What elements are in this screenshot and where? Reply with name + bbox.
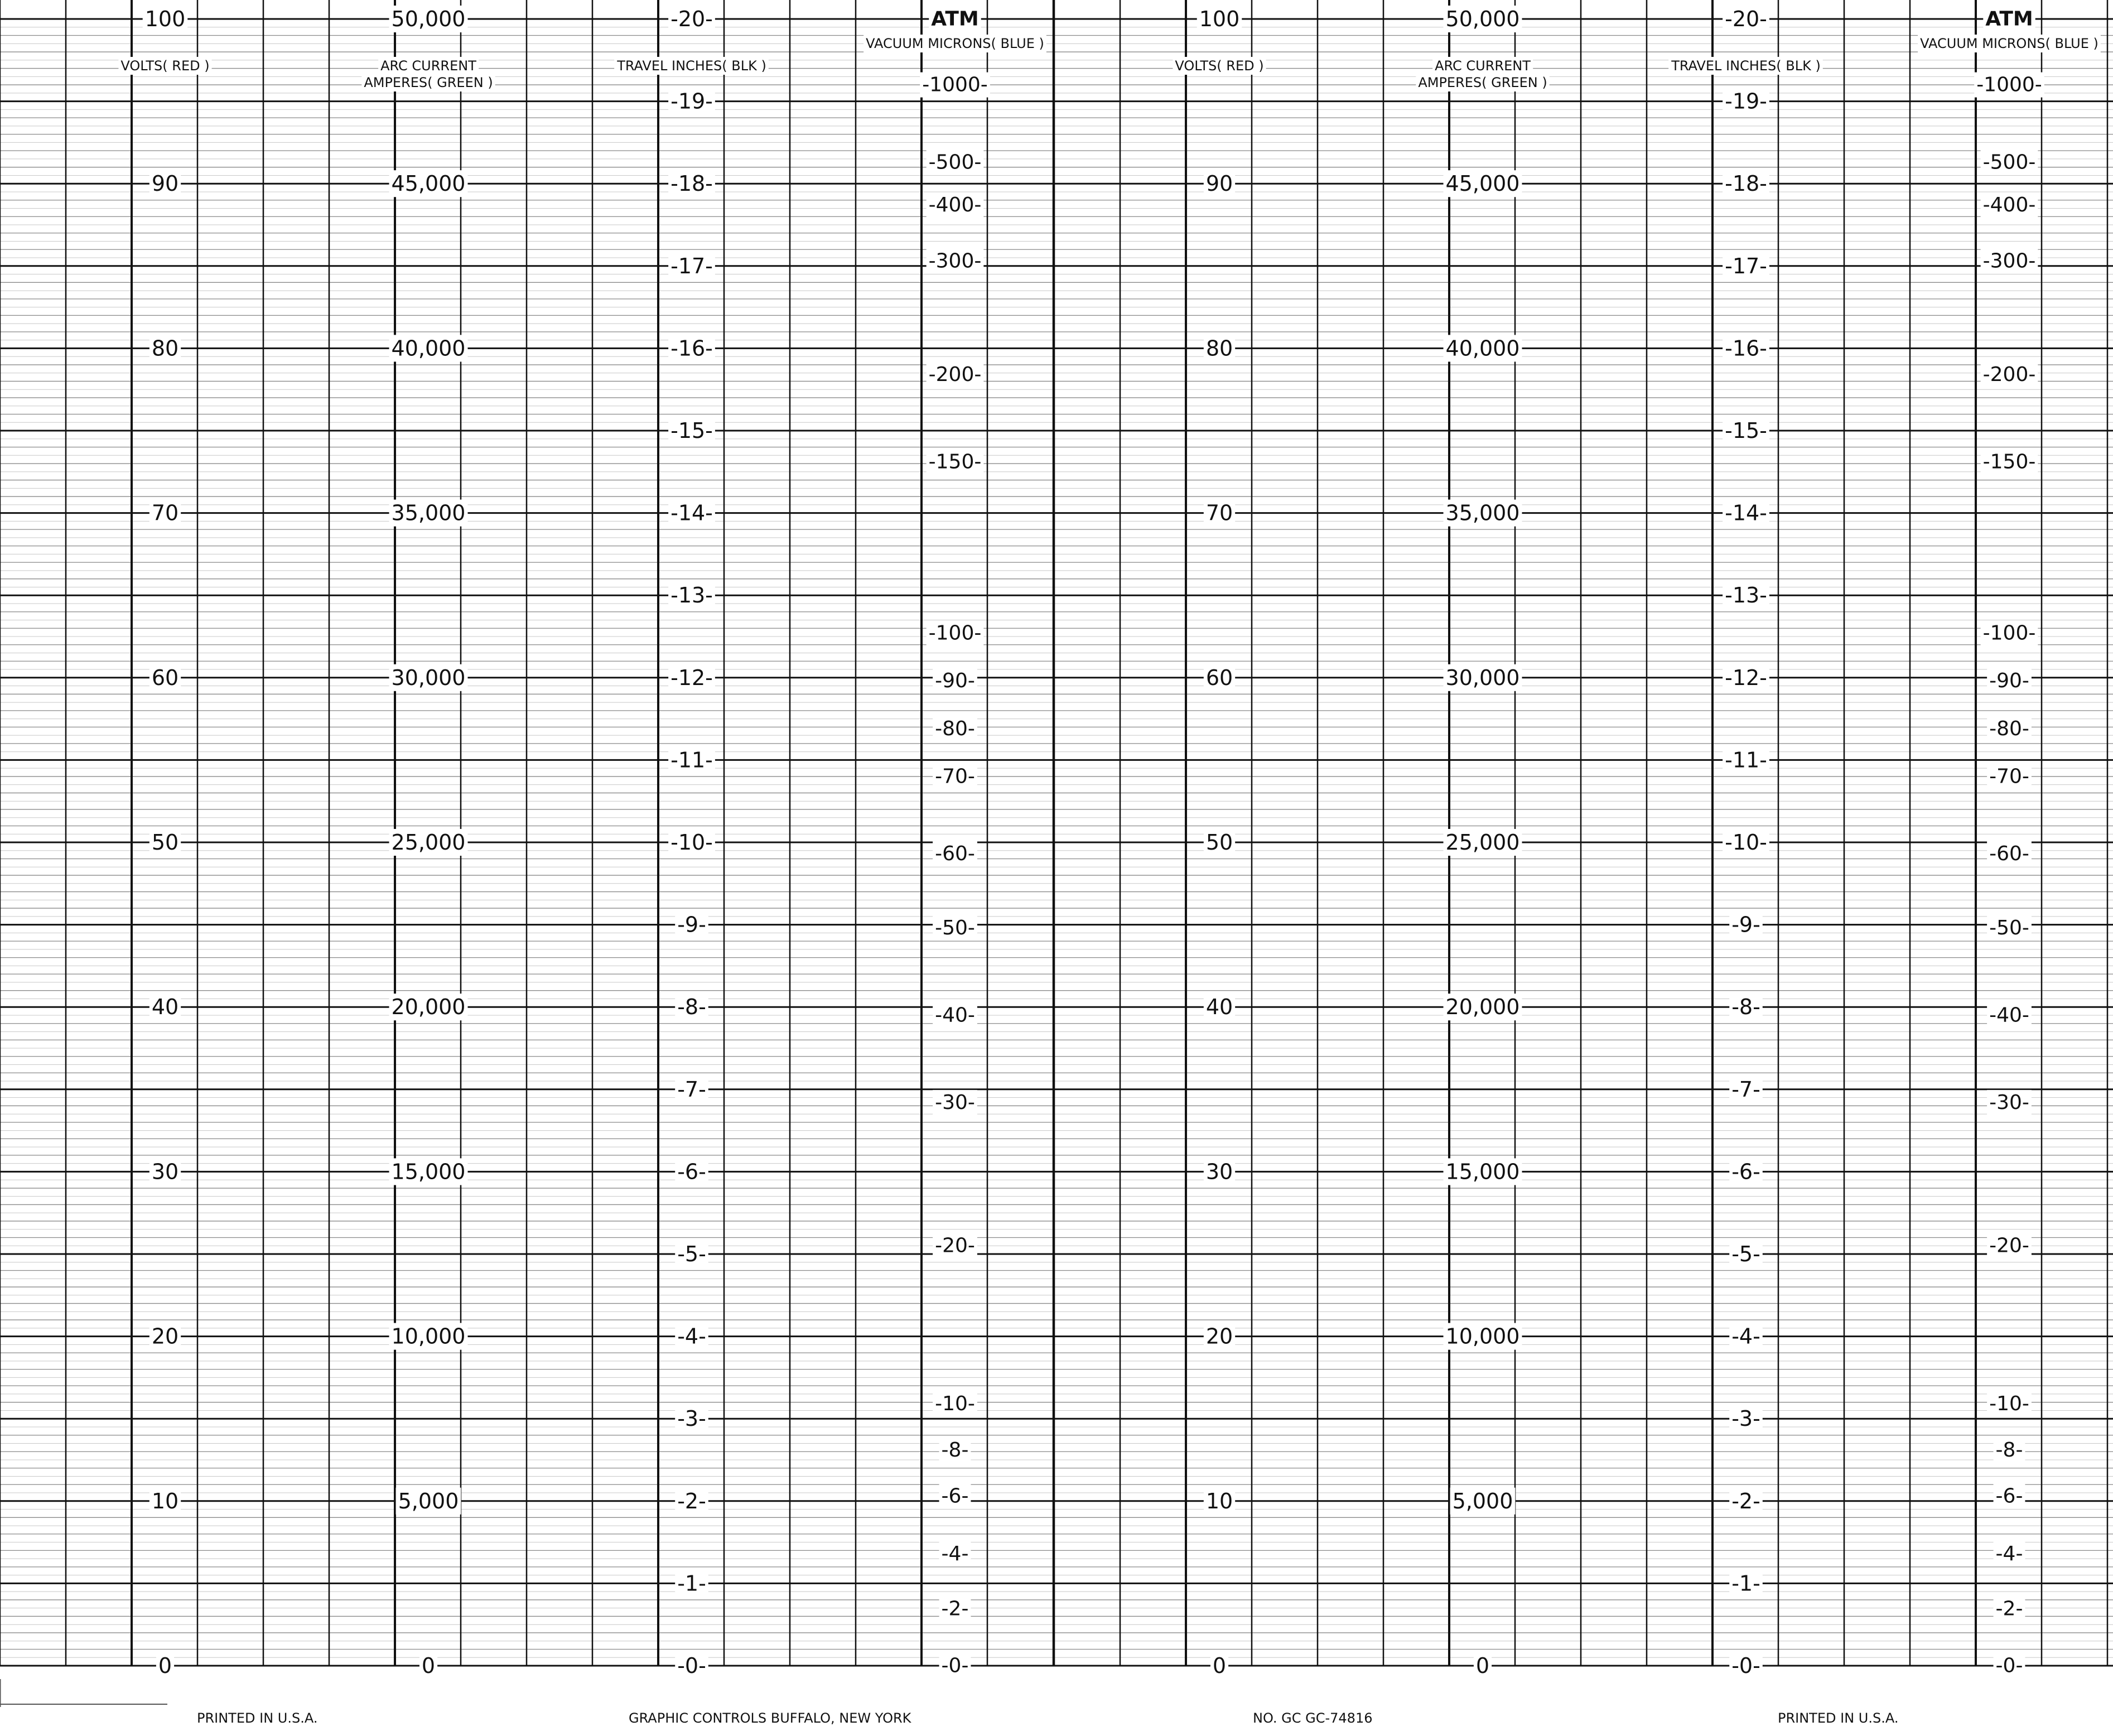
volts-tick-label: 70 (151, 500, 179, 525)
vacuum-tick-label: -100- (1982, 621, 2036, 645)
volts-tick-label: 20 (1205, 1324, 1233, 1349)
vacuum-tick-label: -150- (1982, 450, 2036, 474)
travel-tick-label: -12- (1725, 665, 1767, 690)
volts-scale-header: VOLTS( RED ) (1175, 58, 1264, 74)
footer-printed-left: PRINTED IN U.S.A. (197, 1710, 318, 1726)
vacuum-tick-label: -4- (1995, 1542, 2023, 1565)
amperes-tick-label: 45,000 (1445, 171, 1520, 196)
travel-tick-label: -20- (670, 7, 713, 31)
travel-tick-label: -5- (1731, 1242, 1760, 1266)
travel-tick-label: -1- (1731, 1571, 1760, 1596)
amperes-tick-label: 50,000 (391, 7, 466, 31)
vacuum-tick-label: -30- (1989, 1091, 2029, 1114)
vacuum-tick-label: -100- (928, 621, 982, 645)
amperes-scale-header: ARC CURRENT (380, 58, 476, 74)
travel-scale-header: TRAVEL INCHES( BLK ) (1671, 58, 1821, 74)
travel-tick-label: -5- (677, 1242, 706, 1266)
travel-tick-label: -19- (1725, 89, 1767, 114)
vacuum-tick-label: -6- (1995, 1484, 2023, 1508)
volts-tick-label: 10 (151, 1488, 179, 1513)
amperes-scale-header: AMPERES( GREEN ) (1418, 75, 1547, 90)
travel-tick-label: -3- (1731, 1406, 1760, 1431)
footer-chart-number: NO. GC GC-74816 (1253, 1710, 1373, 1726)
volts-tick-label: 50 (151, 830, 179, 855)
travel-tick-label: -10- (670, 830, 713, 855)
travel-tick-label: -16- (1725, 336, 1767, 361)
vacuum-tick-label: -70- (935, 765, 975, 788)
travel-tick-label: -7- (1731, 1077, 1760, 1102)
volts-tick-label: 80 (151, 336, 179, 361)
volts-tick-label: 50 (1205, 830, 1233, 855)
vacuum-tick-label: -70- (1989, 765, 2029, 788)
amperes-tick-label: 25,000 (391, 830, 466, 855)
travel-tick-label: -0- (1731, 1653, 1760, 1678)
travel-tick-label: -2- (677, 1488, 706, 1513)
vacuum-tick-label: -50- (1989, 917, 2029, 940)
volts-tick-label: 0 (158, 1653, 172, 1678)
travel-tick-label: -18- (670, 171, 713, 196)
travel-tick-label: -11- (1725, 748, 1767, 773)
travel-tick-label: -13- (670, 583, 713, 608)
amperes-tick-label: 40,000 (391, 336, 466, 361)
vacuum-tick-label: -300- (928, 249, 982, 273)
travel-tick-label: -11- (670, 748, 713, 773)
vacuum-tick-label: -60- (935, 842, 975, 866)
volts-tick-label: 40 (1205, 995, 1233, 1020)
amperes-tick-label: 25,000 (1445, 830, 1520, 855)
travel-scale-header: TRAVEL INCHES( BLK ) (617, 58, 766, 74)
amperes-scale-header: ARC CURRENT (1435, 58, 1531, 74)
vacuum-tick-label: -500- (1982, 151, 2036, 174)
volts-tick-label: 30 (151, 1159, 179, 1184)
vacuum-tick-label: -40- (1989, 1004, 2029, 1027)
travel-tick-label: -15- (670, 418, 713, 443)
travel-tick-label: -19- (670, 89, 713, 114)
amperes-tick-label: 10,000 (1445, 1324, 1520, 1349)
vacuum-tick-label: -40- (935, 1004, 975, 1027)
vacuum-tick-label: -10- (1989, 1392, 2029, 1416)
travel-tick-label: -12- (670, 665, 713, 690)
amperes-tick-label: 45,000 (391, 171, 466, 196)
travel-tick-label: -17- (1725, 253, 1767, 278)
vacuum-tick-label: -2- (941, 1597, 969, 1621)
travel-tick-label: -14- (1725, 500, 1767, 525)
amperes-scale-header: AMPERES( GREEN ) (364, 75, 493, 90)
vacuum-tick-label: -30- (935, 1091, 975, 1114)
amperes-tick-label: 15,000 (391, 1159, 466, 1184)
vacuum-tick-label: -60- (1989, 842, 2029, 866)
vacuum-scale-header: VACUUM MICRONS( BLUE ) (1920, 36, 2098, 51)
amperes-tick-label: 0 (1475, 1653, 1490, 1678)
vacuum-tick-label: -0- (1995, 1654, 2023, 1677)
vacuum-tick-label: -2- (1995, 1597, 2023, 1621)
amperes-tick-label: 35,000 (1445, 500, 1520, 525)
vacuum-atm-label: ATM (1985, 7, 2033, 31)
vacuum-tick-label: -20- (935, 1234, 975, 1257)
travel-tick-label: -4- (677, 1324, 706, 1349)
volts-tick-label: 70 (1205, 500, 1233, 525)
amperes-tick-label: 0 (421, 1653, 436, 1678)
volts-tick-label: 20 (151, 1324, 179, 1349)
vacuum-tick-label: -0- (941, 1654, 969, 1677)
vacuum-tick-label: -150- (928, 450, 982, 474)
vacuum-tick-label: -50- (935, 917, 975, 940)
travel-tick-label: -7- (677, 1077, 706, 1102)
vacuum-tick-label: -1000- (922, 73, 988, 97)
vacuum-tick-label: -400- (1982, 194, 2036, 217)
travel-tick-label: -13- (1725, 583, 1767, 608)
amperes-tick-label: 30,000 (1445, 665, 1520, 690)
volts-tick-label: 0 (1212, 1653, 1227, 1678)
travel-tick-label: -20- (1725, 7, 1767, 31)
amperes-tick-label: 40,000 (1445, 336, 1520, 361)
volts-tick-label: 80 (1205, 336, 1233, 361)
travel-tick-label: -0- (677, 1653, 706, 1678)
vacuum-tick-label: -8- (941, 1438, 969, 1462)
footer-maker: GRAPHIC CONTROLS BUFFALO, NEW YORK (629, 1710, 911, 1726)
amperes-tick-label: 5,000 (1452, 1488, 1513, 1513)
volts-tick-label: 10 (1205, 1488, 1233, 1513)
amperes-tick-label: 35,000 (391, 500, 466, 525)
travel-tick-label: -15- (1725, 418, 1767, 443)
vacuum-tick-label: -500- (928, 151, 982, 174)
vacuum-tick-label: -300- (1982, 249, 2036, 273)
amperes-tick-label: 30,000 (391, 665, 466, 690)
vacuum-tick-label: -8- (1995, 1438, 2023, 1462)
volts-tick-label: 40 (151, 995, 179, 1020)
travel-tick-label: -1- (677, 1571, 706, 1596)
vacuum-tick-label: -10- (935, 1392, 975, 1416)
travel-tick-label: -8- (677, 995, 706, 1020)
travel-tick-label: -14- (670, 500, 713, 525)
vacuum-tick-label: -200- (928, 363, 982, 387)
volts-scale-header: VOLTS( RED ) (120, 58, 210, 74)
travel-tick-label: -9- (677, 912, 706, 937)
vacuum-tick-label: -200- (1982, 363, 2036, 387)
vacuum-tick-label: -20- (1989, 1234, 2029, 1257)
amperes-tick-label: 10,000 (391, 1324, 466, 1349)
amperes-tick-label: 20,000 (1445, 995, 1520, 1020)
amperes-tick-label: 15,000 (1445, 1159, 1520, 1184)
travel-tick-label: -17- (670, 253, 713, 278)
volts-tick-label: 90 (1205, 171, 1233, 196)
footer-printed-right: PRINTED IN U.S.A. (1778, 1710, 1899, 1726)
vacuum-tick-label: -80- (1989, 717, 2029, 740)
travel-tick-label: -9- (1731, 912, 1760, 937)
travel-tick-label: -8- (1731, 995, 1760, 1020)
vacuum-tick-label: -90- (1989, 669, 2029, 693)
vacuum-atm-label: ATM (931, 7, 979, 31)
volts-tick-label: 100 (1199, 7, 1240, 31)
vacuum-scale-header: VACUUM MICRONS( BLUE ) (866, 36, 1044, 51)
travel-tick-label: -18- (1725, 171, 1767, 196)
travel-tick-label: -2- (1731, 1488, 1760, 1513)
amperes-tick-label: 5,000 (398, 1488, 459, 1513)
amperes-tick-label: 50,000 (1445, 7, 1520, 31)
volts-tick-label: 60 (1205, 665, 1233, 690)
travel-tick-label: -16- (670, 336, 713, 361)
travel-tick-label: -4- (1731, 1324, 1760, 1349)
travel-tick-label: -3- (677, 1406, 706, 1431)
vacuum-tick-label: -1000- (1976, 73, 2042, 97)
vacuum-tick-label: -4- (941, 1542, 969, 1565)
vacuum-tick-label: -90- (935, 669, 975, 693)
vacuum-tick-label: -6- (941, 1484, 969, 1508)
vacuum-tick-label: -400- (928, 194, 982, 217)
amperes-tick-label: 20,000 (391, 995, 466, 1020)
travel-tick-label: -6- (1731, 1159, 1760, 1184)
travel-tick-label: -10- (1725, 830, 1767, 855)
volts-tick-label: 60 (151, 665, 179, 690)
vacuum-tick-label: -80- (935, 717, 975, 740)
volts-tick-label: 90 (151, 171, 179, 196)
travel-tick-label: -6- (677, 1159, 706, 1184)
volts-tick-label: 100 (144, 7, 186, 31)
volts-tick-label: 30 (1205, 1159, 1233, 1184)
